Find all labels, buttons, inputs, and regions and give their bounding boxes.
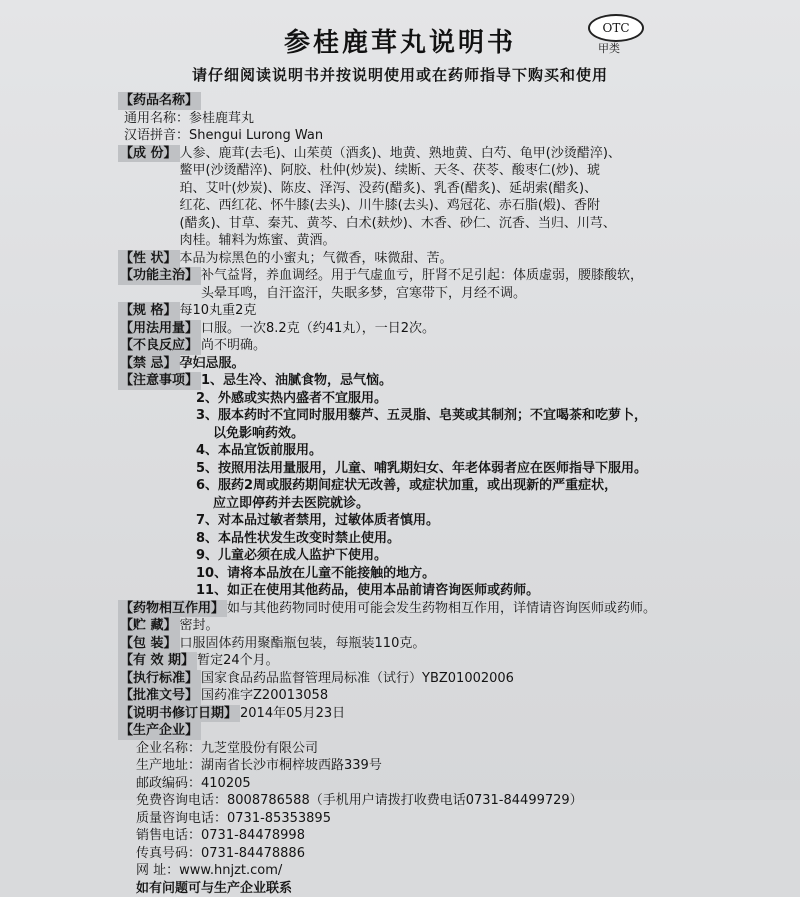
section-label: 【功能主治】 [118,267,201,285]
section-label: 【用法用量】 [118,320,201,338]
precaution-item: 4、本品宜饭前服用。 [196,442,773,460]
dosage-row [118,320,773,338]
manufacturer-field-label: 销售电话： [136,827,201,845]
approval-text: 国药准字Z20013058 [201,687,773,705]
ingredients-row [118,145,773,250]
pinyin-row [118,127,773,145]
precaution-item: 11、如正在使用其他药品，使用本品前请咨询医师或药师。 [196,582,773,600]
usage-warning: 请仔细阅读说明书并按说明使用或在药师指导下购买和使用 [0,64,800,85]
section-label: 【性 状】 [118,250,180,268]
otc-badge: OTC [588,14,644,42]
validity-row [118,652,773,670]
otc-class-label: 甲类 [598,40,620,56]
standard-text: 国家食品药品监督管理局标准（试行）YBZ01002006 [201,670,773,688]
manufacturer-header [118,722,773,740]
precaution-item: 7、对本品过敏者禁用，过敏体质者慎用。 [196,512,773,530]
manufacturer-row [118,792,773,810]
ingredients-line: 肉桂。辅料为炼蜜、黄酒。 [180,232,773,250]
drug-name-header [118,92,773,110]
section-label: 【有 效 期】 [118,652,197,670]
precaution-item: 1、忌生冷、油腻食物，忌气恼。 [201,372,773,390]
section-label: 【包 装】 [118,635,180,653]
manufacturer-field-label: 质量咨询电话： [136,810,227,828]
interactions-text: 如与其他药物同时使用可能会发生药物相互作用，详情请咨询医师或药师。 [227,600,773,618]
storage-row [118,617,773,635]
precaution-item: 8、本品性状发生改变时禁止使用。 [196,530,773,548]
precaution-item: 2、外感或实热内盛者不宜服用。 [196,390,773,408]
revision-text: 2014年05月23日 [240,705,773,723]
manufacturer-row [118,757,773,775]
manufacturer-field-value: 410205 [201,775,773,793]
manufacturer-field-value: 湖南省长沙市桐梓坡西路339号 [201,757,773,775]
manufacturer-field-label: 企业名称： [136,740,201,758]
section-label: 【执行标准】 [118,670,201,688]
section-label: 【生产企业】 [118,722,201,740]
manufacturer-field-label: 免费咨询电话： [136,792,227,810]
manufacturer-row [118,740,773,758]
manufacturer-field-value: 0731-85353895 [227,810,773,828]
adverse-text: 尚不明确。 [201,337,773,355]
common-name-value: 参桂鹿茸丸 [189,110,773,128]
section-label: 【规 格】 [118,302,180,320]
manufacturer-field-value: 0731-84478998 [201,827,773,845]
precaution-item: 9、儿童必须在成人监护下使用。 [196,547,773,565]
precaution-item: 以免影响药效。 [196,425,773,443]
precaution-item: 应立即停药并去医院就诊。 [196,495,773,513]
section-label: 【禁 忌】 [118,355,180,373]
indications-line: 头晕耳鸣，自汗盗汗，失眠多梦，宫寒带下，月经不调。 [201,285,773,303]
document-title: 参桂鹿茸丸说明书 [0,22,800,59]
indications-row [118,267,773,302]
storage-text: 密封。 [180,617,773,635]
manufacturer-field-label: 生产地址： [136,757,201,775]
leaflet-body [118,92,773,897]
manufacturer-row [118,827,773,845]
manufacturer-field-value: 九芝堂股份有限公司 [201,740,773,758]
ingredients-line: 人参、鹿茸(去毛)、山茱萸（酒炙)、地黄、熟地黄、白芍、龟甲(沙烫醋淬)、 [180,145,773,163]
validity-text: 暂定24个月。 [197,652,773,670]
common-name-row [118,110,773,128]
section-label: 【说明书修订日期】 [118,705,240,723]
manufacturer-field-label: 传真号码： [136,845,201,863]
revision-row [118,705,773,723]
manufacturer-field-value: www.hnjzt.com/ [179,862,773,880]
approval-row [118,687,773,705]
ingredients-line: (醋炙)、甘草、秦艽、黄芩、白术(麸炒)、木香、砂仁、沉香、当归、川芎、 [180,215,773,233]
specification-row [118,302,773,320]
precautions-row [118,372,773,390]
manufacturer-field-value: 8008786588（手机用户请拨打收费电话0731-84499729） [227,792,773,810]
manufacturer-row [118,775,773,793]
precaution-item: 10、请将本品放在儿童不能接触的地方。 [196,565,773,583]
section-label: 【药物相互作用】 [118,600,227,618]
properties-text: 本品为棕黑色的小蜜丸；气微香，味微甜、苦。 [180,250,773,268]
contraindications-row [118,355,773,373]
section-label: 【成 份】 [118,145,180,163]
pinyin-value: Shengui Lurong Wan [189,127,773,145]
section-label: 【不良反应】 [118,337,201,355]
contraindications-text: 孕妇忌服。 [180,355,773,373]
manufacturer-row [118,845,773,863]
precaution-item: 5、按照用法用量服用，儿童、哺乳期妇女、年老体弱者应在医师指导下服用。 [196,460,773,478]
packaging-row [118,635,773,653]
manufacturer-row [118,810,773,828]
manufacturer-field-value: 0731-84478886 [201,845,773,863]
section-label: 【批准文号】 [118,687,201,705]
packaging-text: 口服固体药用聚酯瓶包装，每瓶装110克。 [180,635,773,653]
manufacturer-field-label: 网 址： [136,862,179,880]
common-name-label: 通用名称： [124,110,189,128]
dosage-text: 口服。一次8.2克（约41丸），一日2次。 [201,320,773,338]
ingredients-line: 珀、艾叶(炒炭)、陈皮、泽泻、没药(醋炙)、乳香(醋炙)、延胡索(醋炙)、 [180,180,773,198]
ingredients-line: 鳖甲(沙烫醋淬)、阿胶、杜仲(炒炭)、续断、天冬、茯苓、酸枣仁(炒)、琥 [180,162,773,180]
precaution-item: 3、服本药时不宜同时服用藜芦、五灵脂、皂荚或其制剂；不宜喝茶和吃萝卜， [196,407,773,425]
standard-row [118,670,773,688]
precautions-list [118,390,773,600]
manufacturer-row [118,862,773,880]
section-label: 【注意事项】 [118,372,201,390]
footer-contact-note [118,880,773,897]
precaution-item: 6、服药2周或服药期间症状无改善，或症状加重，或出现新的严重症状， [196,477,773,495]
section-label: 【药品名称】 [118,92,201,110]
section-label: 【贮 藏】 [118,617,180,635]
manufacturer-field-label: 邮政编码： [136,775,201,793]
pinyin-label: 汉语拼音： [124,127,189,145]
properties-row [118,250,773,268]
interactions-row [118,600,773,618]
adverse-row [118,337,773,355]
indications-line: 补气益肾，养血调经。用于气虚血亏，肝肾不足引起：体质虚弱，腰膝酸软， [201,267,773,285]
footer-text: 如有问题可与生产企业联系 [136,880,292,897]
ingredients-line: 红花、西红花、怀牛膝(去头)、川牛膝(去头)、鸡冠花、赤石脂(煅)、香附 [180,197,773,215]
specification-text: 每10丸重2克 [180,302,773,320]
